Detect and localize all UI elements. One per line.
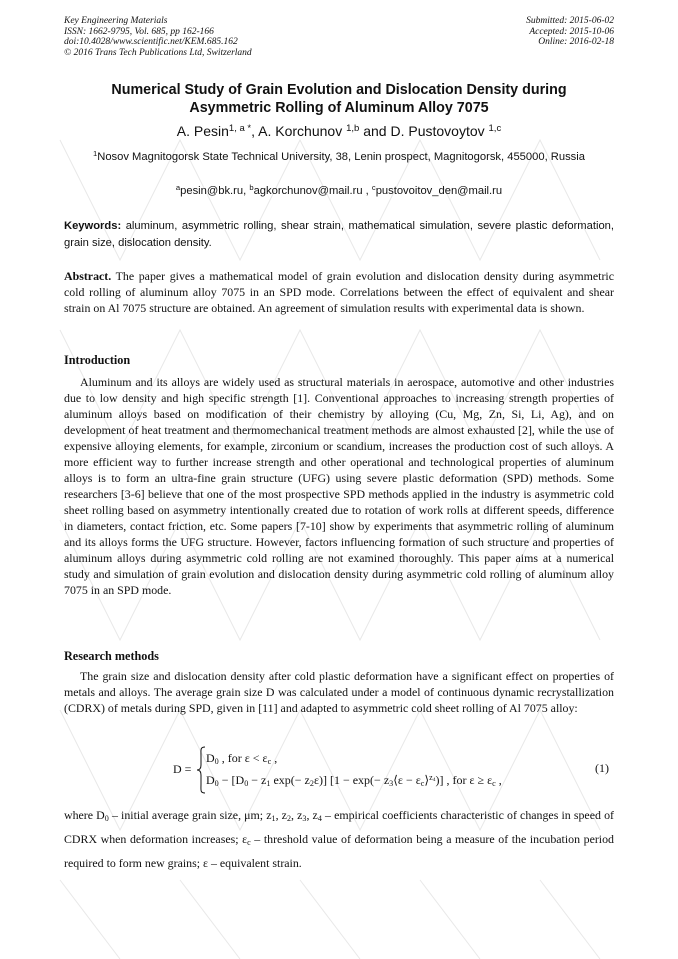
def-sub-0: 0 [104,814,109,824]
def-sub-2: 2 [286,814,291,824]
accepted-date: Accepted: 2015-10-06 [529,26,614,37]
keywords [64,218,614,251]
title-line-1: Numerical Study of Grain Evolution and Dislocation Density during [111,82,567,98]
email-b-marker: b [249,182,254,192]
author-separator-1: , A. Korchunov [251,123,347,139]
equation-number: (1) [595,761,609,775]
equation-case-1: $D_0$ , for $\varepsilon < \varepsilon_c$ , [206,751,278,767]
affiliation [76,149,602,166]
abstract-label: Abstract. [64,269,112,283]
equation-case-2-condition: for ε ≥ ε [452,773,493,787]
def-part-7: – threshold value of deformation being a measure of the incubation period required to form new grains; ε – equivalent strain. [64,832,615,870]
def-part-4: , z [291,808,303,822]
journal-issn: ISSN: 1662-9795, Vol. 685, pp 162-166 [64,26,214,37]
abstract-text: The paper gives a mathematical model of grain evolution and dislocation density during asymmetric cold rolling of aluminum alloy 7075 in an SPD mode. Correlations between the effect of equivalent and shear strain on Al 7075 structure are obtained. An agreement of simulation results with experimental data is shown. [64,269,614,315]
equation-lhs: D = [173,762,192,776]
methods-text: The grain size and dislocation density after cold plastic deformation have a significant effect on properties of metals and alloys. The average grain size D was calculated under a model of continuous dynamic recrystallization (CDRX) of metals during SPD, given in [11] and adapted to asymmetric cold sheet rolling of Al 7075 alloy: [64,669,614,715]
journal-header [64,16,252,58]
journal-copyright: © 2016 Trans Tech Publications Ltd, Switzerland [64,47,252,58]
author-list [64,121,614,144]
abstract [64,268,614,316]
keywords-text: aluminum, asymmetric rolling, shear strain, mathematical simulation, severe plastic deformation, grain size, dislocation density. [64,220,614,249]
author-2-affil: 1,b [346,122,360,134]
title-line-2: Asymmetric Rolling of Aluminum Alloy 7075 [189,100,489,116]
author-1-affil: 1, a * [228,122,252,134]
email-c-marker: c [371,182,376,192]
def-sub-c: c [247,838,251,848]
def-sub-3: 3 [302,814,307,824]
author-separator-2: and D. Pustovoytov [359,123,489,139]
def-sub-4: 4 [317,814,322,824]
def-part-5: , z [306,808,318,822]
email-a[interactable]: pesin@bk.ru, [180,185,250,197]
email-list [64,183,614,200]
journal-name: Key Engineering Materials [64,16,168,26]
introduction-text: Aluminum and its alloys are widely used as structural materials in aerospace, automotive and other industries due to low density and high specific strength [1]. Conventional approaches to increasing strength properties of aluminum alloys based on modification of their chemistry by alloying (Cu, Mg, Zn, Si, Li, Ag), and on development of heat treatment and thermomechanical treatment methods are almost exhausted [2], while the use of expensive alloying elements, for example, zirconium or scandium, increases the production cost of such alloys. A more efficient way to further increase strength and other operational and technological properties of aluminum alloys is to form an ultra-fine grain structure (UFG) using severe plastic deformation (SPD) methods. Some researchers [3-6] believe that one of the most prospective SPD methods applied in the industry is asymmetric cold sheet rolling based on asymmetry intentionally created due to rotation of work rolls at different speeds, difference in diameters, contact friction, etc. Some papers [7-10] show by experiments that asymmetric rolling of aluminum and its alloys forms the UFG structure. However, factors influencing formation of such structure and properties of aluminum alloys during asymmetric cold rolling are not examined thoroughly. This paper aims at a numerical study and simulation of grain evolution and dislocation density during asymmetric cold rolling of aluminum alloy 7075 in an SPD mode. [64,375,614,597]
affiliation-marker: 1 [93,148,98,158]
def-sub-1: 1 [271,814,276,824]
online-date: Online: 2016-02-18 [538,37,614,48]
email-a-marker: a [175,182,181,192]
author-3-affil: 1,c [488,122,502,134]
equation-case-1-condition: for ε < ε [227,751,268,765]
submitted-date: Submitted: 2015-06-02 [526,16,614,26]
affiliation-text: Nosov Magnitogorsk State Technical University, 38, Lenin prospect, Magnitogorsk, 455000, Russia [97,151,585,163]
equation-1 [170,744,550,798]
journal-doi: doi:10.4028/www.scientific.net/KEM.685.162 [64,37,238,48]
def-part-6: – empirical coefficients characteristic of changes in speed of CDRX when deformation increases; ε [64,808,614,846]
methods-heading: Research methods [64,649,159,663]
def-part-2: – initial average grain size, μm; z [108,808,272,822]
equation-brace [196,746,206,794]
dates-header [526,16,614,48]
def-part-1: where D [64,808,105,822]
introduction-heading: Introduction [64,353,131,367]
paper-title [64,81,614,117]
def-part-3: , z [275,808,287,822]
keywords-label: Keywords: [64,220,122,232]
author-1: A. Pesin [176,123,229,139]
email-c[interactable]: pustovoitov_den@mail.ru [375,185,503,197]
email-b[interactable]: agkorchunov@mail.ru , [253,185,372,197]
equation-case-2: $D_0 - [D_0 - z_1$ $\exp(- z_2\varepsilon)$] [$1 - \exp(- z_3⟨\varepsilon$ − $\varepsilon_c⟩^{z_4}$)] , for $\varepsilon \ge \varepsilon_c$ , [206,772,502,789]
equation-definitions [64,804,614,874]
